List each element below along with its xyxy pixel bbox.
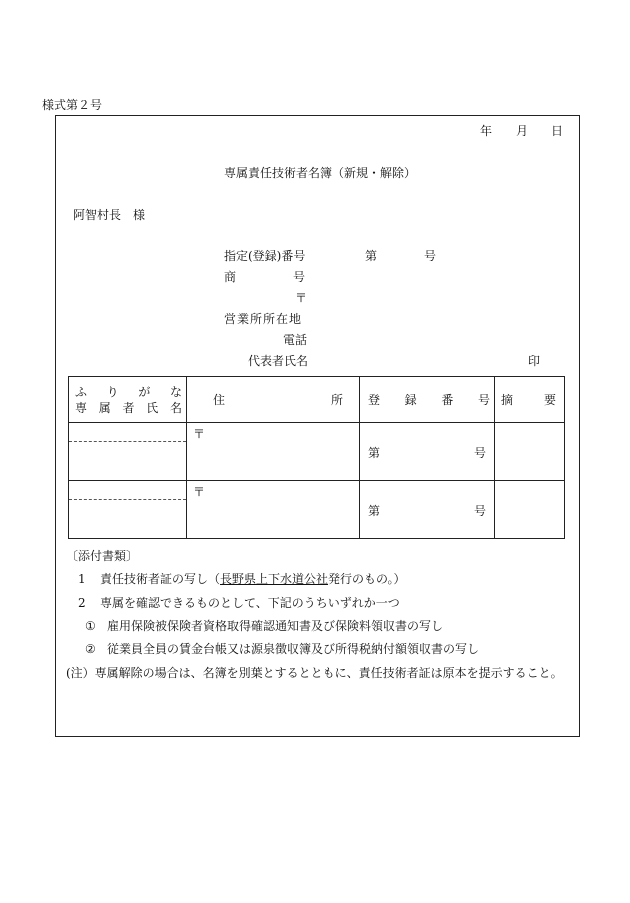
header-member-name: 専 属 者 氏 名 — [75, 400, 182, 415]
furigana-field[interactable] — [69, 481, 186, 500]
header-furigana: ふ り が な — [75, 384, 182, 399]
furigana-field[interactable] — [69, 423, 186, 442]
seal-mark: 印 — [528, 354, 541, 368]
header-registration: 登 録 番 号 — [360, 377, 495, 423]
attachment-subitem-1: ① 雇用保険被保険者資格取得確認通知書及び保険料領収書の写し — [85, 619, 444, 633]
issuer-name: 長野県上下水道公社 — [220, 572, 329, 586]
member-name-field[interactable] — [69, 442, 186, 480]
registration-suffix: 号 — [424, 249, 437, 263]
table-header-row — [69, 377, 565, 423]
header-name-cell — [69, 377, 187, 423]
date-month-label: 月 — [516, 124, 529, 138]
table-row — [69, 481, 565, 539]
document-title: 専属責任技術者名簿（新規・解除） — [224, 166, 417, 180]
office-location-label: 営業所所在地 — [224, 312, 303, 326]
registration-cell[interactable]: 第 号 — [360, 423, 495, 481]
addressee: 阿智村長 様 — [73, 208, 146, 222]
postal-mark: 〒 — [193, 427, 206, 441]
header-remarks: 摘 要 — [495, 377, 565, 423]
attachment-item-1: 1 責任技術者証の写し（長野県上下水道公社発行のもの。） — [78, 572, 406, 586]
member-name-cell[interactable] — [69, 423, 187, 481]
trade-name-label-right: 号 — [293, 270, 306, 284]
trade-name-label-left: 商 — [224, 270, 237, 284]
date-day-label: 日 — [551, 124, 564, 138]
note: (注）専属解除の場合は、名簿を別葉とするとともに、責任技術者証は原本を提示すること。 — [66, 666, 563, 680]
registration-cell[interactable]: 第 号 — [360, 481, 495, 539]
attachment-item-2: 2 専属を確認できるものとして、下記のうちいずれか一つ — [78, 596, 400, 610]
remarks-cell[interactable] — [495, 481, 565, 539]
registration-prefix: 第 — [365, 249, 378, 263]
member-table — [68, 376, 565, 539]
address-cell[interactable] — [187, 423, 360, 481]
form-number: 様式第２号 — [42, 98, 103, 112]
postal-mark: 〒 — [193, 485, 206, 499]
attachments-heading: 〔添付書類〕 — [66, 549, 139, 563]
attachment-subitem-2: ② 従業員全員の賃金台帳又は源泉徴収簿及び所得税納付額領収書の写し — [85, 642, 480, 656]
address-cell[interactable] — [187, 481, 360, 539]
member-name-cell[interactable] — [69, 481, 187, 539]
table-row — [69, 423, 565, 481]
registration-number-label: 指定(登録)番号 — [224, 249, 306, 263]
member-name-field[interactable] — [69, 500, 186, 538]
date-year-label: 年 — [480, 124, 493, 138]
remarks-cell[interactable] — [495, 423, 565, 481]
header-address: 住 所 — [187, 377, 360, 423]
postal-mark: 〒 — [295, 291, 308, 305]
representative-name-label: 代表者氏名 — [248, 354, 309, 368]
phone-label: 電話 — [283, 333, 308, 347]
